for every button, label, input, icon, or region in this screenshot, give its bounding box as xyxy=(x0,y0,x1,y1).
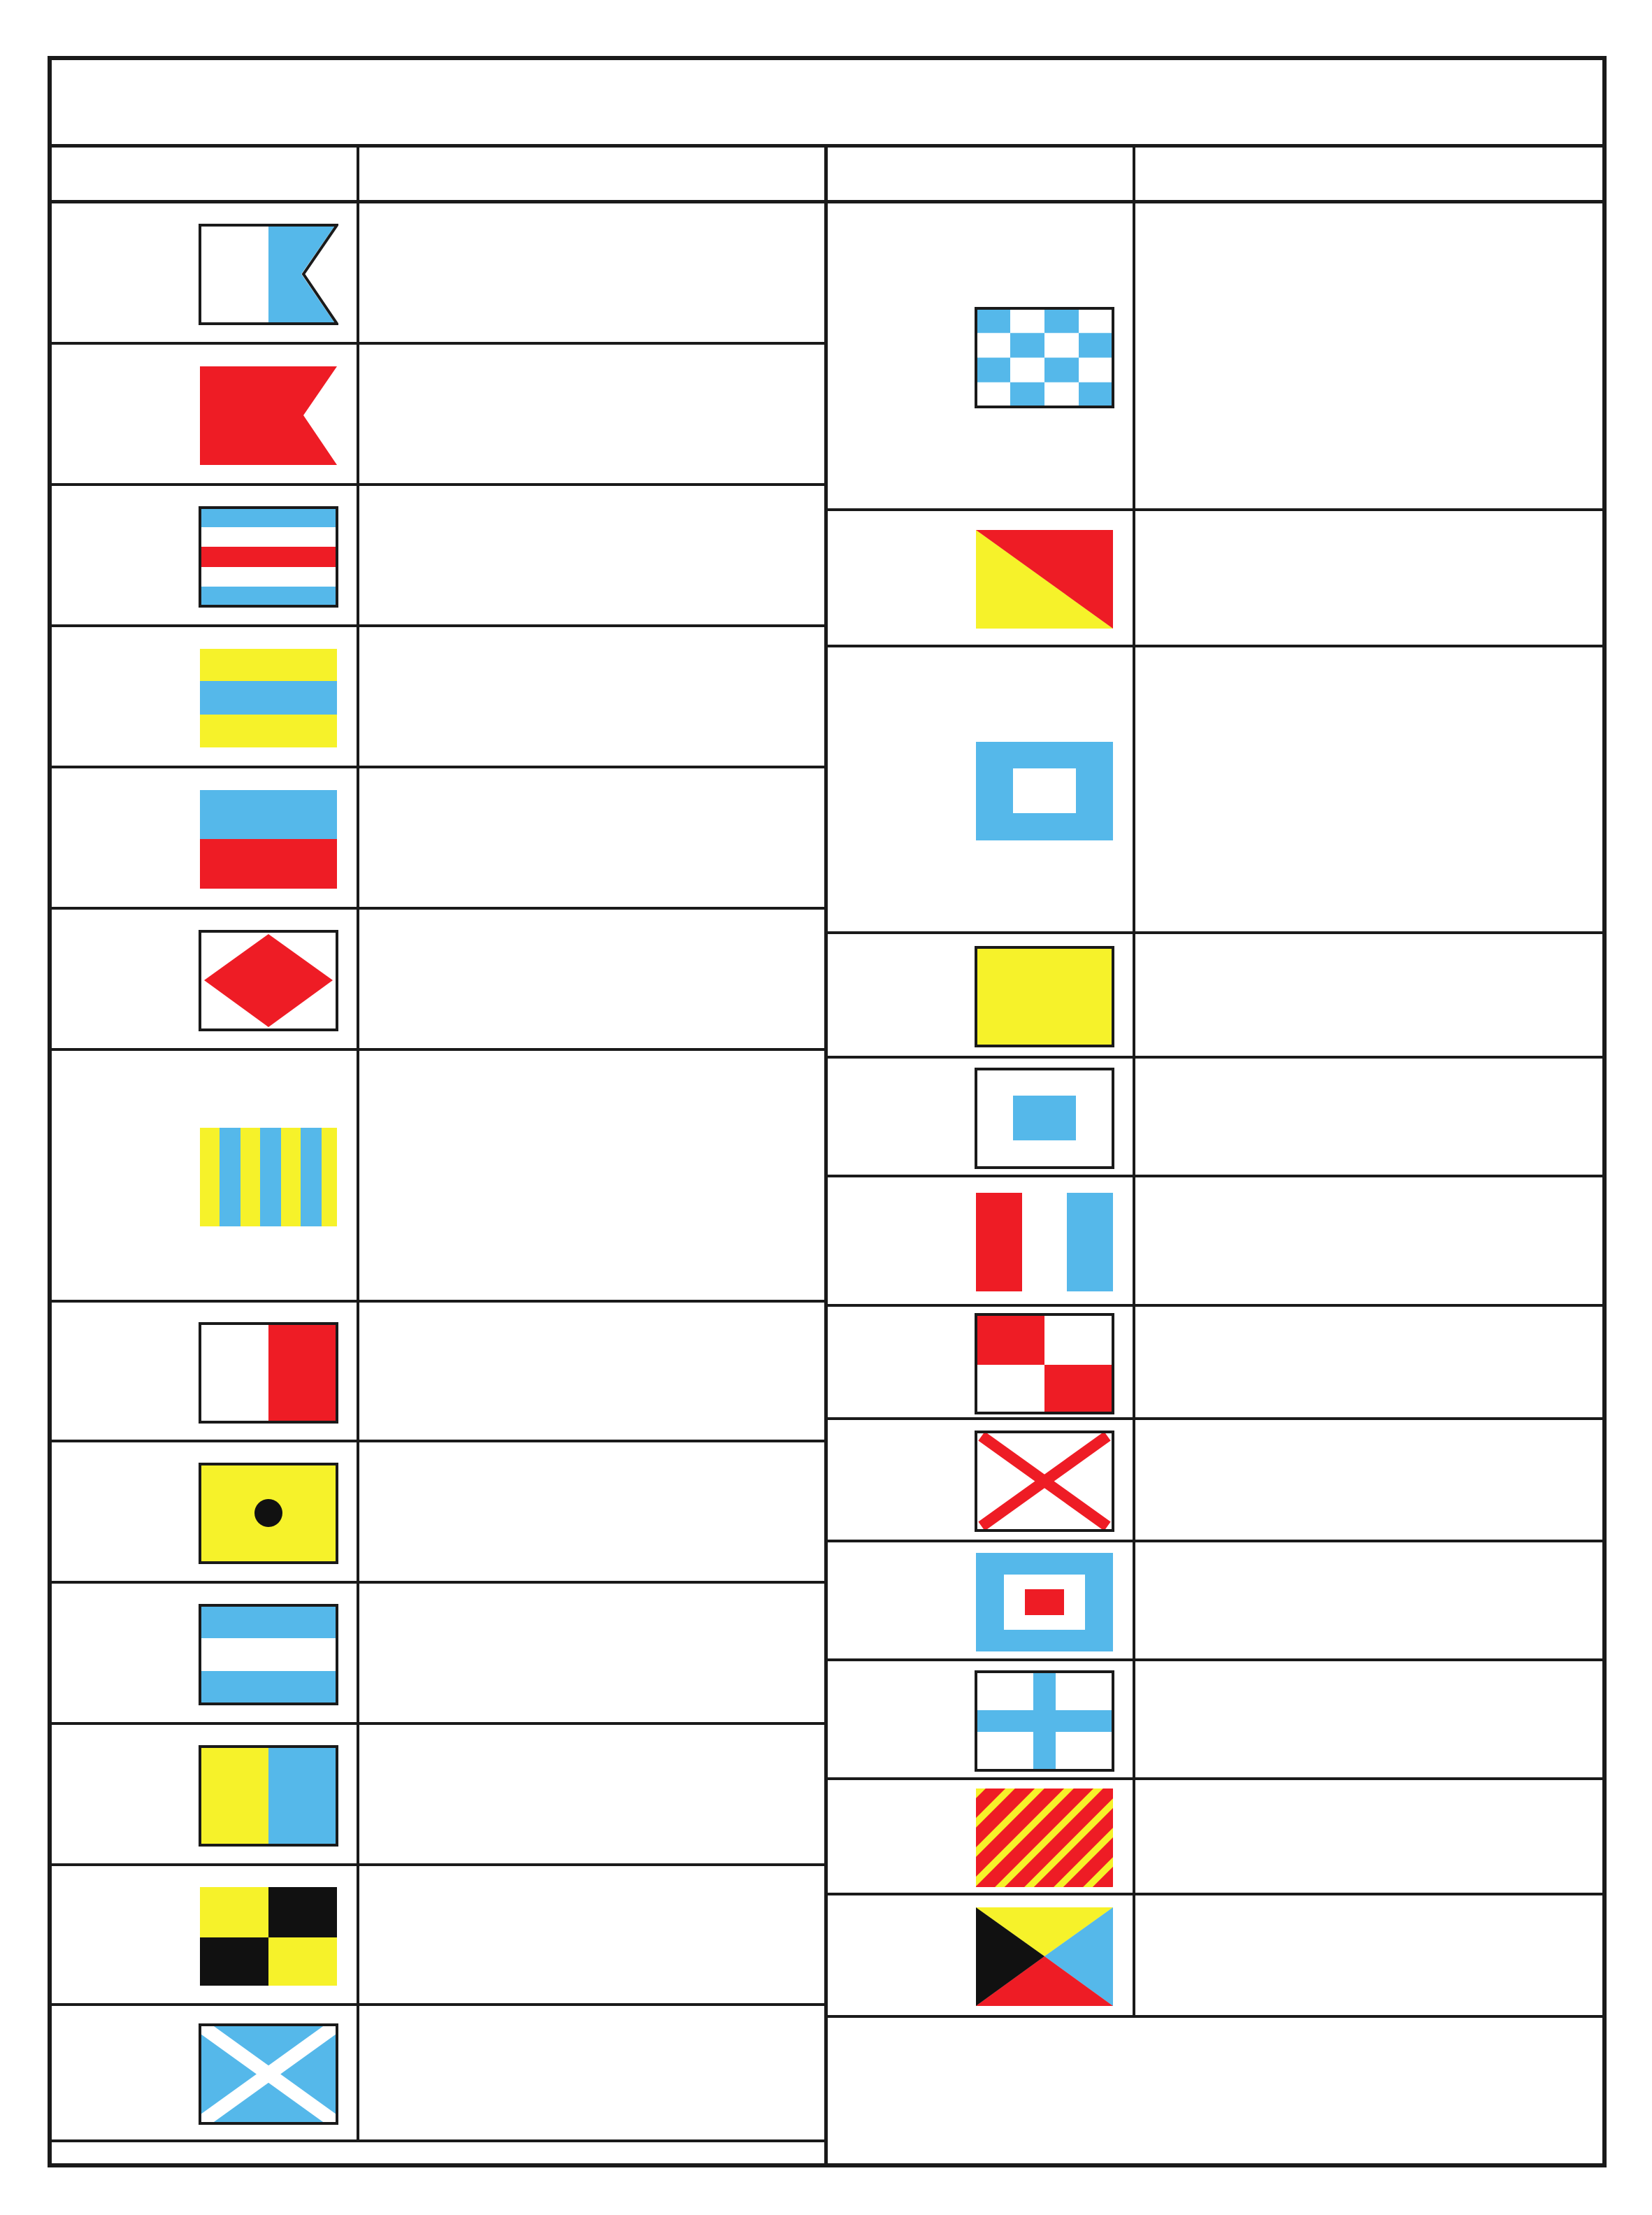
flag-a-icon xyxy=(199,224,338,325)
signal-meaning xyxy=(373,1051,810,1063)
flag-n-icon xyxy=(975,307,1114,408)
flag xyxy=(975,1068,1114,1169)
signal-cell xyxy=(828,1661,1135,1777)
left-column xyxy=(52,148,828,2163)
flag xyxy=(975,1906,1114,2007)
signal-cell xyxy=(52,627,359,766)
signal-row-w xyxy=(828,1542,1602,1661)
header-signal xyxy=(828,148,1135,200)
flag-m-icon xyxy=(199,2023,338,2125)
flag-v-icon xyxy=(975,1431,1114,1532)
signal-cell xyxy=(828,511,1135,645)
flag-e-icon xyxy=(199,789,338,890)
flag xyxy=(199,1604,338,1705)
flag xyxy=(199,1745,338,1847)
rows-right xyxy=(828,203,1602,2163)
signal-row-m xyxy=(52,2006,824,2142)
flag xyxy=(975,307,1114,408)
flag xyxy=(199,2023,338,2125)
signal-row-a xyxy=(52,203,824,345)
flag-t-icon xyxy=(975,1191,1114,1293)
header-signal xyxy=(52,148,359,200)
flag xyxy=(975,1431,1114,1532)
page-title xyxy=(52,60,1602,148)
signal-row-f xyxy=(52,910,824,1051)
signal-cell xyxy=(52,910,359,1048)
flag-h-icon xyxy=(199,1322,338,1424)
signal-row-v xyxy=(828,1420,1602,1542)
signal-meaning xyxy=(1149,203,1588,216)
signal-row-b xyxy=(52,345,824,486)
signal-cell xyxy=(52,486,359,624)
signal-row-e xyxy=(52,768,824,910)
signal-cell xyxy=(828,934,1135,1056)
signal-cell xyxy=(828,1177,1135,1304)
header-meaning xyxy=(1135,148,1602,200)
signal-cell xyxy=(52,345,359,483)
signal-cell xyxy=(828,1420,1135,1540)
flag xyxy=(199,930,338,1031)
flag-k-icon xyxy=(199,1745,338,1847)
signal-row-x xyxy=(828,1661,1602,1780)
column-header xyxy=(52,148,824,203)
signal-cell xyxy=(828,1542,1135,1658)
signal-row-z xyxy=(828,1895,1602,2018)
signal-table xyxy=(48,56,1607,2167)
flag xyxy=(975,740,1114,842)
flag-u-icon xyxy=(975,1313,1114,1414)
flag xyxy=(199,1322,338,1424)
signal-cell xyxy=(828,1059,1135,1175)
flag-z-icon xyxy=(975,1906,1114,2007)
flag xyxy=(199,1463,338,1564)
flag-j-icon xyxy=(199,1604,338,1705)
signal-cell xyxy=(52,1051,359,1300)
signal-row-l xyxy=(52,1866,824,2006)
signal-cell xyxy=(828,203,1135,508)
signal-row-i xyxy=(52,1442,824,1584)
right-column xyxy=(828,148,1602,2163)
flag-w-icon xyxy=(975,1551,1114,1653)
signal-row-q xyxy=(828,934,1602,1059)
flag-b-icon xyxy=(199,365,338,466)
signal-row-t xyxy=(828,1177,1602,1307)
signal-row-n xyxy=(828,203,1602,511)
flag-x-icon xyxy=(975,1670,1114,1772)
flag xyxy=(975,946,1114,1047)
signal-row-g xyxy=(52,1051,824,1303)
flag xyxy=(199,789,338,890)
flag xyxy=(199,1126,338,1228)
flag-p-icon xyxy=(975,740,1114,842)
signal-row-o xyxy=(828,511,1602,647)
signal-row-u xyxy=(828,1307,1602,1420)
signal-cell xyxy=(52,1442,359,1581)
flag-f-icon xyxy=(199,930,338,1031)
signal-cell xyxy=(52,768,359,907)
signal-row-y xyxy=(828,1780,1602,1895)
signal-meaning xyxy=(1149,1895,1588,1908)
flag xyxy=(199,506,338,608)
rows-left xyxy=(52,203,824,2163)
flag xyxy=(975,1191,1114,1293)
flag-i-icon xyxy=(199,1463,338,1564)
signal-cell xyxy=(52,2006,359,2139)
signal-cell xyxy=(828,647,1135,931)
flag-l-icon xyxy=(199,1886,338,1987)
signal-cell xyxy=(828,1780,1135,1893)
signal-cell xyxy=(52,1866,359,2003)
flag xyxy=(199,1886,338,1987)
column-header xyxy=(828,148,1602,203)
flag xyxy=(975,1670,1114,1772)
signal-row-k xyxy=(52,1725,824,1866)
flag xyxy=(975,1787,1114,1888)
flag-d-icon xyxy=(199,647,338,749)
flag-c-icon xyxy=(199,506,338,608)
signal-cell xyxy=(828,1307,1135,1417)
flag xyxy=(199,647,338,749)
signal-cell xyxy=(52,1584,359,1722)
flag-o-icon xyxy=(975,529,1114,630)
signal-row-d xyxy=(52,627,824,768)
flag xyxy=(199,365,338,466)
signal-cell xyxy=(52,203,359,342)
flag-y-icon xyxy=(975,1787,1114,1888)
flag xyxy=(975,1313,1114,1414)
signal-cell xyxy=(52,1303,359,1440)
flag xyxy=(975,1551,1114,1653)
signal-row-c xyxy=(52,486,824,627)
flag xyxy=(975,529,1114,630)
signal-row-p xyxy=(828,647,1602,934)
flag-g-icon xyxy=(199,1126,338,1228)
flag xyxy=(199,224,338,325)
flag-q-icon xyxy=(975,946,1114,1047)
signal-row-s xyxy=(828,1059,1602,1177)
signal-row-h xyxy=(52,1303,824,1442)
flag-s-icon xyxy=(975,1068,1114,1169)
signal-row-j xyxy=(52,1584,824,1725)
header-meaning xyxy=(359,148,824,200)
signal-cell xyxy=(828,1895,1135,2015)
signal-cell xyxy=(52,1725,359,1863)
